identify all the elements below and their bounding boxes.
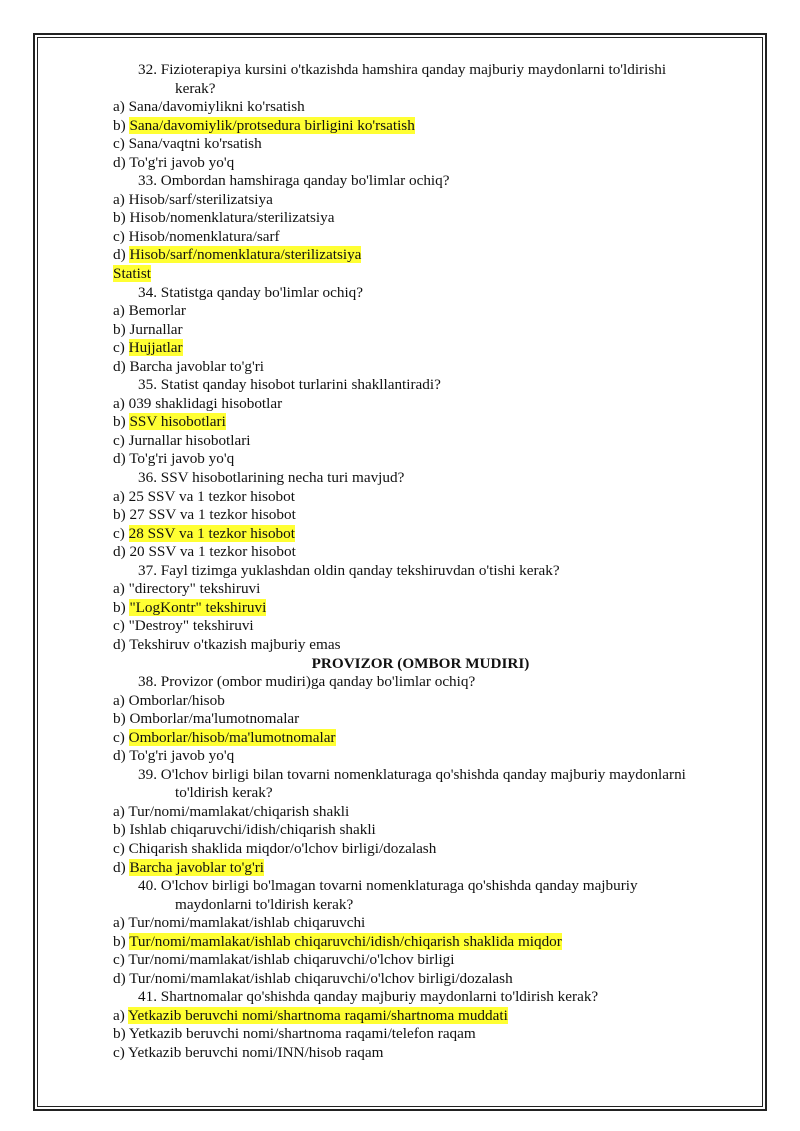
- option-letter: a): [113, 98, 125, 116]
- option-letter: c): [113, 617, 125, 635]
- highlighted-answer-text: Yetkazib beruvchi nomi/shartnoma raqami/shartnoma muddati: [128, 1006, 508, 1024]
- highlighted-answer-text: Barcha javoblar to'g'ri: [129, 858, 264, 876]
- question-text: [113, 376, 728, 395]
- option-letter: c): [113, 951, 125, 969]
- highlighted-answer-text: "LogKontr" tekshiruvi: [129, 598, 267, 616]
- answer-option: [113, 98, 728, 117]
- option-letter: a): [113, 691, 125, 709]
- option-letter: a): [113, 394, 125, 412]
- answer-option: [113, 543, 728, 562]
- answer-option: [113, 321, 728, 340]
- question-text-continued: [113, 80, 728, 99]
- option-letter: a): [113, 802, 125, 820]
- option-letter: c): [113, 524, 125, 542]
- question-label: 40. O'lchov birligi bo'lmagan tovarni nomenklaturaga qo'shishda qanday majburiy: [138, 877, 638, 895]
- option-text: Barcha javoblar to'g'ri: [129, 357, 264, 375]
- option-letter: d): [113, 747, 126, 765]
- answer-option: [113, 970, 728, 989]
- option-letter: d): [113, 153, 126, 171]
- answer-option-correct: [113, 525, 728, 544]
- option-text: 039 shaklidagi hisobotlar: [128, 394, 283, 412]
- option-text: Omborlar/ma'lumotnomalar: [129, 710, 300, 728]
- answer-option: [113, 692, 728, 711]
- answer-option: [113, 840, 728, 859]
- question-label: 34. Statistga qanday bo'limlar ochiq?: [138, 283, 364, 301]
- answer-option: [113, 395, 728, 414]
- option-letter: c): [113, 227, 125, 245]
- question-label: 39. O'lchov birligi bilan tovarni nomenklaturaga qo'shishda qanday majburiy maydonlarni: [138, 765, 686, 783]
- option-text: Sana/vaqtni ko'rsatish: [128, 135, 262, 153]
- option-text: Yetkazib beruvchi nomi/shartnoma raqami/telefon raqam: [128, 1025, 476, 1043]
- option-text: Ishlab chiqaruvchi/idish/chiqarish shakli: [129, 821, 376, 839]
- option-letter: b): [113, 116, 126, 134]
- answer-option-correct: [113, 1007, 728, 1026]
- option-text: To'g'ri javob yo'q: [129, 450, 235, 468]
- answer-option: [113, 228, 728, 247]
- highlighted-answer-text: 28 SSV va 1 tezkor hisobot: [128, 524, 295, 542]
- option-text: "directory" tekshiruvi: [128, 580, 261, 598]
- option-letter: c): [113, 839, 125, 857]
- question-text: [113, 469, 728, 488]
- option-letter: c): [113, 1043, 125, 1061]
- highlighted-answer-text: SSV hisobotlari: [129, 413, 226, 431]
- option-letter: b): [113, 932, 126, 950]
- answer-option: [113, 209, 728, 228]
- answer-option: [113, 914, 728, 933]
- option-text: Sana/davomiylikni ko'rsatish: [128, 98, 305, 116]
- option-letter: a): [113, 580, 125, 598]
- answer-option: [113, 302, 728, 321]
- answer-option: [113, 135, 728, 154]
- question-label: 38. Provizor (ombor mudiri)ga qanday bo'limlar ochiq?: [138, 673, 476, 691]
- option-letter: a): [113, 487, 125, 505]
- option-text: Omborlar/hisob: [128, 691, 225, 709]
- question-label: 35. Statist qanday hisobot turlarini shakllantiradi?: [138, 376, 441, 394]
- section-heading: [113, 655, 728, 674]
- question-text: [113, 877, 728, 896]
- option-letter: d): [113, 969, 126, 987]
- option-text: Tur/nomi/mamlakat/chiqarish shakli: [128, 802, 350, 820]
- question-text-continued: [113, 896, 728, 915]
- question-text: [113, 172, 728, 191]
- option-letter: b): [113, 413, 126, 431]
- option-text: "Destroy" tekshiruvi: [128, 617, 254, 635]
- option-text: Tur/nomi/mamlakat/ishlab chiqaruvchi: [128, 914, 366, 932]
- answer-option: [113, 488, 728, 507]
- option-letter: a): [113, 190, 125, 208]
- option-letter: a): [113, 914, 125, 932]
- answer-option: [113, 358, 728, 377]
- answer-option: [113, 580, 728, 599]
- option-letter: c): [113, 728, 125, 746]
- question-label: 33. Ombordan hamshiraga qanday bo'limlar ochiq?: [138, 172, 450, 190]
- answer-option-correct: [113, 933, 728, 952]
- answer-option-correct: [113, 599, 728, 618]
- question-label: 36. SSV hisobotlarining necha turi mavjud?: [138, 469, 405, 487]
- highlighted-answer-text: Hujjatlar: [128, 339, 183, 357]
- option-text: Yetkazib beruvchi nomi/INN/hisob raqam: [128, 1043, 384, 1061]
- highlighted-answer-text: Sana/davomiylik/protsedura birligini ko'rsatish: [129, 116, 415, 134]
- answer-option: [113, 821, 728, 840]
- option-letter: b): [113, 506, 126, 524]
- option-letter: b): [113, 710, 126, 728]
- option-letter: b): [113, 1025, 126, 1043]
- highlighted-answer-text: Omborlar/hisob/ma'lumotnomalar: [128, 728, 336, 746]
- option-letter: b): [113, 320, 126, 338]
- highlighted-answer-text: Tur/nomi/mamlakat/ishlab chiqaruvchi/idish/chiqarish shaklida miqdor: [129, 932, 562, 950]
- answer-option: [113, 710, 728, 729]
- option-text: Tur/nomi/mamlakat/ishlab chiqaruvchi/o'lchov birligi/dozalash: [129, 969, 513, 987]
- question-label: maydonlarni to'ldirish kerak?: [175, 895, 354, 913]
- option-letter: b): [113, 209, 126, 227]
- question-text: [113, 766, 728, 785]
- answer-option: [113, 154, 728, 173]
- question-text: [113, 61, 728, 80]
- option-text: Tekshiruv o'tkazish majburiy emas: [129, 635, 341, 653]
- option-text: Bemorlar: [128, 302, 186, 320]
- option-letter: b): [113, 821, 126, 839]
- highlighted-answer-text: Hisob/sarf/nomenklatura/sterilizatsiya: [129, 246, 362, 264]
- highlighted-role-label: Statist: [113, 265, 151, 283]
- option-text: Hisob/nomenklatura/sarf: [128, 227, 280, 245]
- option-text: Chiqarish shaklida miqdor/o'lchov birligi/dozalash: [128, 839, 437, 857]
- option-letter: a): [113, 1006, 125, 1024]
- question-text: [113, 988, 728, 1007]
- question-text: [113, 284, 728, 303]
- answer-option-correct: [113, 339, 728, 358]
- answer-option-correct: [113, 729, 728, 748]
- question-label: kerak?: [175, 79, 216, 97]
- option-letter: b): [113, 598, 126, 616]
- option-text: 25 SSV va 1 tezkor hisobot: [128, 487, 295, 505]
- answer-option: [113, 636, 728, 655]
- option-text: To'g'ri javob yo'q: [129, 747, 235, 765]
- option-text: To'g'ri javob yo'q: [129, 153, 235, 171]
- option-letter: d): [113, 357, 126, 375]
- answer-option: [113, 1025, 728, 1044]
- answer-option-correct: [113, 859, 728, 878]
- question-label: to'ldirish kerak?: [175, 784, 273, 802]
- answer-option-correct: [113, 413, 728, 432]
- answer-option: [113, 450, 728, 469]
- option-text: 20 SSV va 1 tezkor hisobot: [129, 543, 296, 561]
- answer-option-correct: [113, 117, 728, 136]
- answer-option: [113, 432, 728, 451]
- option-letter: c): [113, 339, 125, 357]
- option-letter: d): [113, 450, 126, 468]
- question-text: [113, 673, 728, 692]
- option-letter: a): [113, 302, 125, 320]
- answer-option: [113, 803, 728, 822]
- section-heading-text: PROVIZOR (OMBOR MUDIRI): [311, 654, 530, 672]
- option-letter: d): [113, 858, 126, 876]
- question-label: 37. Fayl tizimga yuklashdan oldin qanday tekshiruvdan o'tishi kerak?: [138, 561, 560, 579]
- option-text: 27 SSV va 1 tezkor hisobot: [129, 506, 296, 524]
- answer-option-correct: [113, 246, 728, 265]
- option-letter: d): [113, 635, 126, 653]
- document-body: [113, 61, 728, 1063]
- option-text: Hisob/nomenklatura/sterilizatsiya: [129, 209, 335, 227]
- option-text: Hisob/sarf/sterilizatsiya: [128, 190, 273, 208]
- option-letter: d): [113, 246, 126, 264]
- role-label: [113, 265, 728, 284]
- option-letter: d): [113, 543, 126, 561]
- answer-option: [113, 1044, 728, 1063]
- option-letter: c): [113, 135, 125, 153]
- answer-option: [113, 951, 728, 970]
- answer-option: [113, 747, 728, 766]
- question-label: 41. Shartnomalar qo'shishda qanday majburiy maydonlarni to'ldirish kerak?: [138, 988, 599, 1006]
- question-label: 32. Fizioterapiya kursini o'tkazishda hamshira qanday majburiy maydonlarni to'ldirishi: [138, 61, 667, 78]
- question-text: [113, 562, 728, 581]
- answer-option: [113, 617, 728, 636]
- option-letter: c): [113, 431, 125, 449]
- option-text: Jurnallar hisobotlari: [128, 431, 251, 449]
- question-text-continued: [113, 784, 728, 803]
- option-text: Jurnallar: [129, 320, 183, 338]
- answer-option: [113, 191, 728, 210]
- option-text: Tur/nomi/mamlakat/ishlab chiqaruvchi/o'lchov birligi: [128, 951, 455, 969]
- answer-option: [113, 506, 728, 525]
